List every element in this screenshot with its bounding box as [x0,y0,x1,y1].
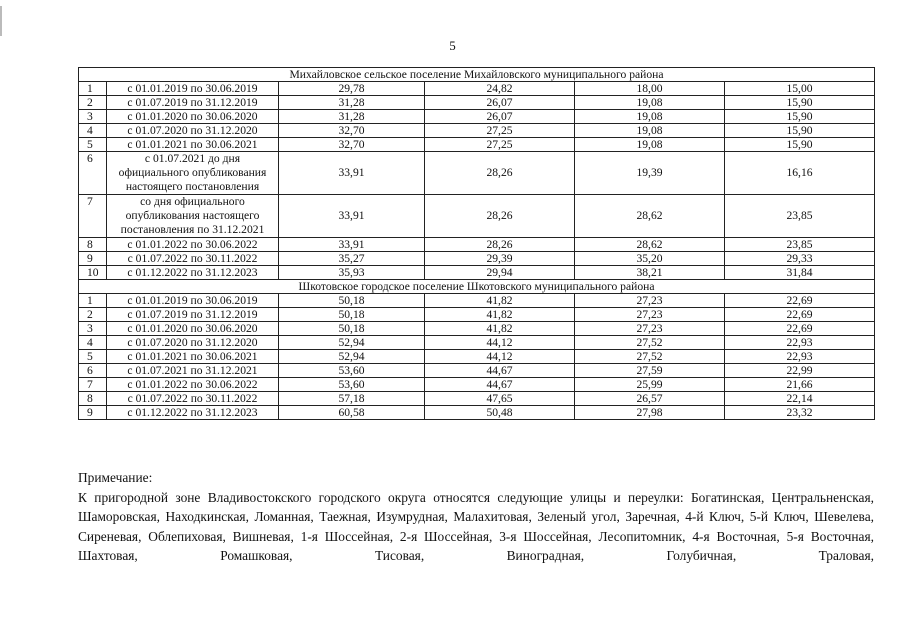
table-row [79,392,875,406]
page-number: 5 [449,38,456,53]
value-cell-4: 22,69 [725,308,875,322]
value-cell-1: 33,91 [279,152,425,195]
value-cell-4: 29,33 [725,252,875,266]
period-cell: с 01.01.2022 по 30.06.2022 [107,378,279,392]
period-cell: с 01.12.2022 по 31.12.2023 [107,266,279,280]
value-cell-2: 44,67 [425,364,575,378]
table-row [79,252,875,266]
row-number: 4 [79,124,107,138]
value-cell-4: 23,85 [725,238,875,252]
row-number: 2 [79,96,107,110]
value-cell-4: 31,84 [725,266,875,280]
value-cell-4: 21,66 [725,378,875,392]
value-cell-4: 22,14 [725,392,875,406]
table-row [79,364,875,378]
period-cell: с 01.07.2022 по 30.11.2022 [107,252,279,266]
period-cell: с 01.07.2020 по 31.12.2020 [107,124,279,138]
row-number: 9 [79,406,107,420]
value-cell-1: 32,70 [279,138,425,152]
row-number: 8 [79,392,107,406]
value-cell-2: 44,12 [425,350,575,364]
value-cell-3: 19,08 [575,110,725,124]
value-cell-3: 25,99 [575,378,725,392]
row-number: 8 [79,238,107,252]
table-row [79,138,875,152]
section-title: Михайловское сельское поселение Михайловского муниципального района [79,68,875,82]
value-cell-3: 28,62 [575,238,725,252]
period-cell: с 01.12.2022 по 31.12.2023 [107,406,279,420]
value-cell-4: 23,85 [725,195,875,238]
period-cell: с 01.01.2022 по 30.06.2022 [107,238,279,252]
value-cell-1: 32,70 [279,124,425,138]
value-cell-2: 28,26 [425,152,575,195]
period-cell: с 01.07.2019 по 31.12.2019 [107,308,279,322]
value-cell-1: 31,28 [279,96,425,110]
value-cell-3: 27,23 [575,294,725,308]
value-cell-2: 50,48 [425,406,575,420]
value-cell-1: 33,91 [279,195,425,238]
table-row [79,124,875,138]
row-number: 6 [79,364,107,378]
row-number: 3 [79,110,107,124]
row-number: 7 [79,195,107,238]
table-row [79,378,875,392]
period-cell: с 01.07.2021 по 31.12.2021 [107,364,279,378]
period-cell: с 01.07.2022 по 30.11.2022 [107,392,279,406]
table-row [79,96,875,110]
value-cell-3: 27,23 [575,322,725,336]
value-cell-1: 33,91 [279,238,425,252]
value-cell-2: 41,82 [425,322,575,336]
value-cell-4: 22,69 [725,294,875,308]
value-cell-4: 22,93 [725,336,875,350]
period-cell: с 01.01.2021 по 30.06.2021 [107,138,279,152]
value-cell-1: 50,18 [279,322,425,336]
value-cell-2: 44,67 [425,378,575,392]
period-cell: с 01.01.2020 по 30.06.2020 [107,110,279,124]
table-row [79,110,875,124]
value-cell-1: 50,18 [279,308,425,322]
value-cell-4: 15,00 [725,82,875,96]
value-cell-2: 27,25 [425,124,575,138]
note [78,468,874,566]
row-number: 4 [79,336,107,350]
value-cell-3: 26,57 [575,392,725,406]
period-cell: с 01.01.2021 по 30.06.2021 [107,350,279,364]
value-cell-4: 22,69 [725,322,875,336]
value-cell-3: 27,98 [575,406,725,420]
value-cell-2: 29,94 [425,266,575,280]
period-cell: с 01.07.2020 по 31.12.2020 [107,336,279,350]
value-cell-3: 19,08 [575,138,725,152]
value-cell-2: 27,25 [425,138,575,152]
value-cell-2: 47,65 [425,392,575,406]
value-cell-3: 28,62 [575,195,725,238]
value-cell-4: 15,90 [725,138,875,152]
value-cell-2: 24,82 [425,82,575,96]
value-cell-4: 15,90 [725,110,875,124]
period-cell: с 01.01.2019 по 30.06.2019 [107,82,279,96]
row-number: 9 [79,252,107,266]
value-cell-2: 28,26 [425,195,575,238]
value-cell-3: 38,21 [575,266,725,280]
period-cell: с 01.01.2020 по 30.06.2020 [107,322,279,336]
period-cell: с 01.01.2019 по 30.06.2019 [107,294,279,308]
value-cell-2: 44,12 [425,336,575,350]
row-number: 1 [79,82,107,96]
table-row [79,336,875,350]
value-cell-1: 35,27 [279,252,425,266]
value-cell-3: 27,23 [575,308,725,322]
value-cell-1: 52,94 [279,350,425,364]
row-number: 2 [79,308,107,322]
value-cell-1: 60,58 [279,406,425,420]
section-header-row [79,280,875,294]
row-number: 10 [79,266,107,280]
value-cell-1: 31,28 [279,110,425,124]
row-number: 1 [79,294,107,308]
row-number: 6 [79,152,107,195]
value-cell-1: 53,60 [279,378,425,392]
row-number: 5 [79,350,107,364]
value-cell-2: 41,82 [425,294,575,308]
value-cell-1: 53,60 [279,364,425,378]
value-cell-1: 50,18 [279,294,425,308]
value-cell-2: 29,39 [425,252,575,266]
row-number: 5 [79,138,107,152]
value-cell-1: 57,18 [279,392,425,406]
tariff-table-body [79,68,875,420]
value-cell-2: 41,82 [425,308,575,322]
value-cell-3: 19,08 [575,96,725,110]
table-row [79,82,875,96]
value-cell-3: 19,39 [575,152,725,195]
value-cell-1: 35,93 [279,266,425,280]
table-row [79,406,875,420]
table-row [79,350,875,364]
scan-edge-mark [0,6,2,36]
table-row [79,266,875,280]
value-cell-3: 18,00 [575,82,725,96]
section-title: Шкотовское городское поселение Шкотовского муниципального района [79,280,875,294]
value-cell-4: 23,32 [725,406,875,420]
row-number: 3 [79,322,107,336]
note-body: К пригородной зоне Владивостокского городского округа относятся следующие улицы и переулки: Богатинская, Центральненская, Шаморовская, Находкинская, Ломанная, Таежная, Изумрудная, Малахитовая, Зеленый угол, Заречная, 4-й Ключ, 5-й Ключ, Шевелева, Сиреневая, Облепиховая, Вишневая, 1-я Шоссейная, 2-я Шоссейная, 3-я Шоссейная, Лесопитомник, 4-я Восточная, 5-я Восточная, Шахтовая, Ромашковая, Тисовая, Виноградная, Голубичная, Траловая, [78,489,874,563]
tariff-table [78,67,875,420]
period-cell: с 01.07.2019 по 31.12.2019 [107,96,279,110]
value-cell-4: 15,90 [725,124,875,138]
table-row [79,294,875,308]
note-heading: Примечание: [78,470,153,485]
section-header-row [79,68,875,82]
period-cell: со дня официального опубликования настоящего постановления по 31.12.2021 [107,195,279,238]
value-cell-3: 19,08 [575,124,725,138]
value-cell-1: 52,94 [279,336,425,350]
value-cell-4: 16,16 [725,152,875,195]
value-cell-3: 27,52 [575,350,725,364]
value-cell-4: 22,93 [725,350,875,364]
row-number: 7 [79,378,107,392]
value-cell-4: 22,99 [725,364,875,378]
value-cell-2: 26,07 [425,110,575,124]
table-row [79,238,875,252]
table-row [79,322,875,336]
value-cell-2: 28,26 [425,238,575,252]
period-cell: с 01.07.2021 до дня официального опубликования настоящего постановления [107,152,279,195]
value-cell-3: 35,20 [575,252,725,266]
value-cell-1: 29,78 [279,82,425,96]
value-cell-3: 27,52 [575,336,725,350]
table-row [79,195,875,238]
value-cell-2: 26,07 [425,96,575,110]
table-row [79,308,875,322]
table-row [79,152,875,195]
value-cell-3: 27,59 [575,364,725,378]
value-cell-4: 15,90 [725,96,875,110]
